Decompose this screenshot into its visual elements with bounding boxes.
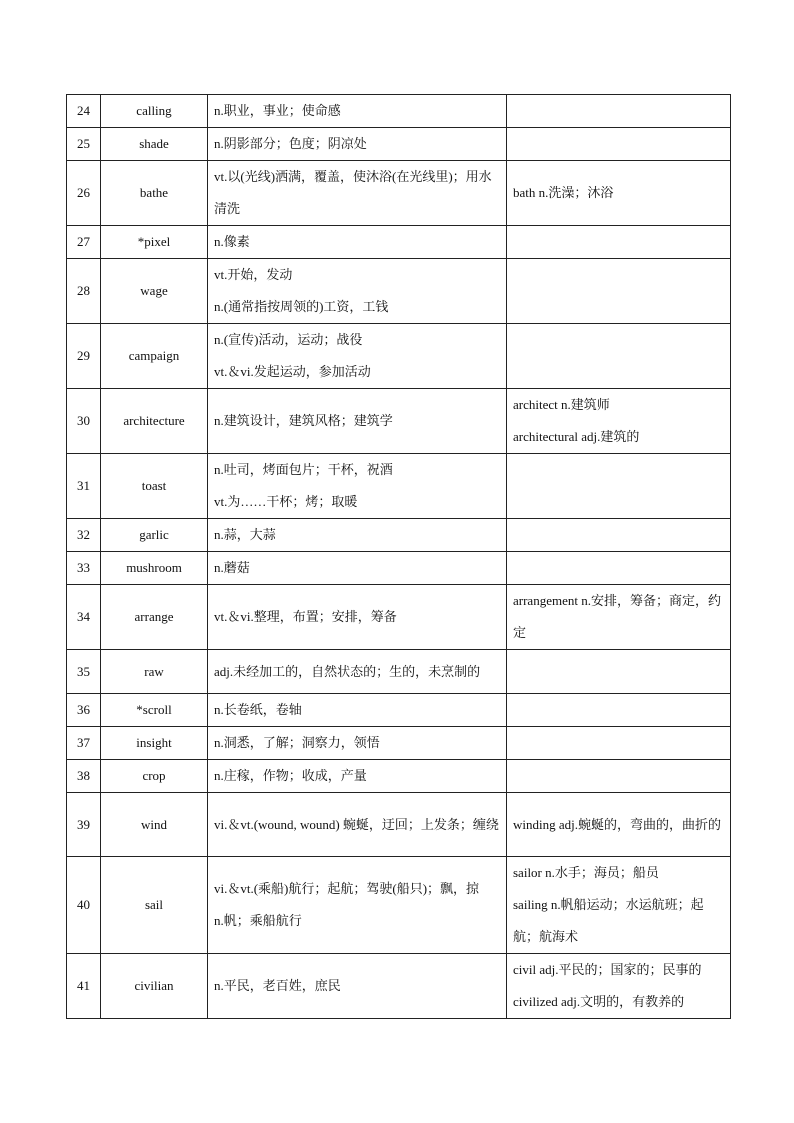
definition-cell xyxy=(208,727,507,760)
headword: *pixel xyxy=(101,226,208,259)
vocab-row xyxy=(67,585,731,650)
headword: raw xyxy=(101,650,208,694)
row-number: 24 xyxy=(67,95,101,128)
row-number: 37 xyxy=(67,727,101,760)
vocab-row xyxy=(67,161,731,226)
row-number: 36 xyxy=(67,694,101,727)
vocab-row xyxy=(67,954,731,1019)
vocab-row xyxy=(67,650,731,694)
row-number: 35 xyxy=(67,650,101,694)
row-number: 41 xyxy=(67,954,101,1019)
definition-cell xyxy=(208,128,507,161)
vocabulary-table-body xyxy=(67,95,731,1019)
related-words-cell xyxy=(507,324,731,389)
headword: bathe xyxy=(101,161,208,226)
definition-line: n.职业，事业；使命感 xyxy=(214,103,341,118)
vocab-row xyxy=(67,519,731,552)
definition-cell xyxy=(208,324,507,389)
definition-cell xyxy=(208,694,507,727)
headword: mushroom xyxy=(101,552,208,585)
definition-line: n.阴影部分；色度；阴凉处 xyxy=(214,136,367,151)
headword: sail xyxy=(101,857,208,954)
vocab-row xyxy=(67,226,731,259)
row-number: 28 xyxy=(67,259,101,324)
row-number: 39 xyxy=(67,793,101,857)
related-words-cell xyxy=(507,694,731,727)
definition-line: n.(宣传)活动，运动；战役 xyxy=(214,332,363,347)
row-number: 31 xyxy=(67,454,101,519)
headword: wind xyxy=(101,793,208,857)
related-words-cell xyxy=(507,226,731,259)
definition-line: n.洞悉，了解；洞察力，领悟 xyxy=(214,735,380,750)
related-words-cell xyxy=(507,552,731,585)
definition-cell xyxy=(208,519,507,552)
definition-line: n.平民，老百姓，庶民 xyxy=(214,978,341,993)
definition-line: n.蘑菇 xyxy=(214,560,250,575)
definition-line: adj.未经加工的，自然状态的；生的，未烹制的 xyxy=(214,663,481,679)
row-number: 26 xyxy=(67,161,101,226)
vocab-row xyxy=(67,760,731,793)
definition-line: n.建筑设计，建筑风格；建筑学 xyxy=(214,413,393,428)
definition-cell xyxy=(208,389,507,454)
vocab-row xyxy=(67,727,731,760)
definition-cell xyxy=(208,259,507,324)
headword: toast xyxy=(101,454,208,519)
vocab-row xyxy=(67,793,731,857)
definition-line: n.(通常指按周领的)工资，工钱 xyxy=(214,299,389,314)
related-words-cell xyxy=(507,793,731,857)
vocab-row xyxy=(67,95,731,128)
definition-line: n.长卷纸，卷轴 xyxy=(214,702,302,717)
related-words-cell xyxy=(507,954,731,1019)
definition-line: vt.以(光线)洒满，覆盖，使沐浴(在光线里)；用水清洗 xyxy=(214,169,492,216)
headword: crop xyxy=(101,760,208,793)
related-word-line: civil adj.平民的；国家的；民事的 xyxy=(513,962,702,977)
related-words-cell xyxy=(507,585,731,650)
vocab-row xyxy=(67,389,731,454)
row-number: 34 xyxy=(67,585,101,650)
definition-line: n.帆；乘船航行 xyxy=(214,913,302,928)
related-word-line: bath n.洗澡；沐浴 xyxy=(513,185,614,200)
related-word-line: architect n.建筑师 xyxy=(513,397,610,412)
related-words-cell xyxy=(507,857,731,954)
related-word-line: arrangement n.安排，筹备；商定，约定 xyxy=(513,593,721,640)
vocab-row xyxy=(67,694,731,727)
definition-line: n.蒜，大蒜 xyxy=(214,527,276,542)
related-word-line: architectural adj.建筑的 xyxy=(513,429,640,444)
definition-cell xyxy=(208,793,507,857)
headword: insight xyxy=(101,727,208,760)
definition-line: n.像素 xyxy=(214,234,250,249)
definition-cell xyxy=(208,650,507,694)
headword: civilian xyxy=(101,954,208,1019)
row-number: 38 xyxy=(67,760,101,793)
related-words-cell xyxy=(507,128,731,161)
definition-cell xyxy=(208,95,507,128)
vocab-row xyxy=(67,324,731,389)
vocab-row xyxy=(67,259,731,324)
row-number: 32 xyxy=(67,519,101,552)
definition-cell xyxy=(208,857,507,954)
definition-line: vt.＆vi.整理，布置；安排，筹备 xyxy=(214,609,397,624)
headword: wage xyxy=(101,259,208,324)
vocabulary-table xyxy=(66,94,731,1019)
definition-cell xyxy=(208,760,507,793)
related-words-cell xyxy=(507,760,731,793)
definition-cell xyxy=(208,552,507,585)
related-word-line: civilized adj.文明的，有教养的 xyxy=(513,994,685,1009)
definition-cell xyxy=(208,454,507,519)
related-words-cell xyxy=(507,650,731,694)
headword: shade xyxy=(101,128,208,161)
definition-line: vt.开始，发动 xyxy=(214,267,293,282)
definition-line: vt.为……干杯；烤；取暖 xyxy=(214,494,358,509)
related-words-cell xyxy=(507,95,731,128)
headword: garlic xyxy=(101,519,208,552)
related-words-cell xyxy=(507,389,731,454)
related-word-line: sailing n.帆船运动；水运航班；起航；航海术 xyxy=(513,897,704,944)
definition-line: vi.＆vt.(乘船)航行；起航；驾驶(船只)；飘，掠 xyxy=(214,881,480,896)
vocab-row xyxy=(67,128,731,161)
related-words-cell xyxy=(507,519,731,552)
headword: *scroll xyxy=(101,694,208,727)
related-words-cell xyxy=(507,727,731,760)
headword: campaign xyxy=(101,324,208,389)
headword: calling xyxy=(101,95,208,128)
row-number: 40 xyxy=(67,857,101,954)
definition-cell xyxy=(208,226,507,259)
definition-line: n.庄稼，作物；收成，产量 xyxy=(214,768,367,783)
definition-line: vt.＆vi.发起运动，参加活动 xyxy=(214,364,371,379)
row-number: 27 xyxy=(67,226,101,259)
row-number: 29 xyxy=(67,324,101,389)
headword: arrange xyxy=(101,585,208,650)
row-number: 33 xyxy=(67,552,101,585)
vocab-row xyxy=(67,552,731,585)
definition-cell xyxy=(208,954,507,1019)
vocab-row xyxy=(67,454,731,519)
definition-cell xyxy=(208,585,507,650)
row-number: 25 xyxy=(67,128,101,161)
related-word-line: winding adj.蜿蜒的，弯曲的，曲折的 xyxy=(513,816,721,832)
related-words-cell xyxy=(507,454,731,519)
headword: architecture xyxy=(101,389,208,454)
related-word-line: sailor n.水手；海员；船员 xyxy=(513,865,659,880)
row-number: 30 xyxy=(67,389,101,454)
related-words-cell xyxy=(507,161,731,226)
definition-line: vi.＆vt.(wound, wound) 蜿蜒，迂回；上发条；缠绕 xyxy=(214,816,499,832)
vocab-row xyxy=(67,857,731,954)
related-words-cell xyxy=(507,259,731,324)
definition-line: n.吐司，烤面包片；干杯，祝酒 xyxy=(214,462,393,477)
definition-cell xyxy=(208,161,507,226)
